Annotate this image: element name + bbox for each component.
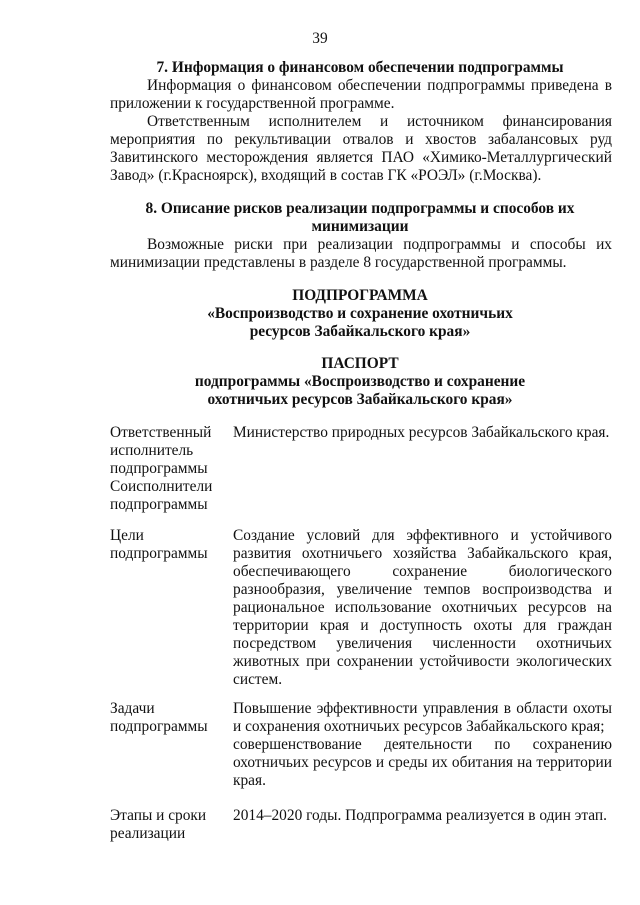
- section-8-heading-line-2: минимизации: [311, 218, 409, 235]
- subprogram-title: ПОДПРОГРАММА: [292, 287, 428, 304]
- section-7-heading: 7. Информация о финансовом обеспечении подпрограммы: [156, 59, 564, 76]
- tasks-paragraph-1: Повышение эффективности управления в области охоты и сохранения охотничьих ресурсов Забайкальского края;: [233, 700, 612, 735]
- label-line: Этапы и сроки: [110, 807, 207, 824]
- section-8-heading: [110, 200, 610, 236]
- label-line: Соисполнители: [110, 478, 213, 495]
- subprogram-name-line-1: «Воспроизводство и сохранение охотничьих: [207, 305, 513, 322]
- label-line: подпрограммы: [110, 460, 208, 477]
- passport-row-stages-label: [110, 807, 220, 843]
- tasks-paragraph-2: совершенствование деятельности по сохранению охотничьих ресурсов и среды их обитания на территории края.: [233, 736, 612, 789]
- passport-subtitle-line-1: подпрограммы «Воспроизводство и сохранение: [194, 373, 526, 390]
- section-7-paragraph-1: Информация о финансовом обеспечении подпрограммы приведена в приложении к государственной программе.: [110, 77, 612, 112]
- passport-row-responsible-value: Министерство природных ресурсов Забайкальского края.: [233, 424, 610, 441]
- passport-subtitle: [110, 373, 610, 409]
- section-8-heading-line-1: 8. Описание рисков реализации подпрограммы и способов их: [145, 200, 575, 217]
- label-line: подпрограммы: [110, 496, 208, 513]
- label-line: Цели: [110, 527, 144, 544]
- page-number: 39: [312, 30, 328, 47]
- passport-row-goals-value: Создание условий для эффективного и устойчивого развития охотничьего хозяйства Забайкальского края, обеспечивающего сохранение биологического разнообразия, увеличение темпов воспроизводства и рациональное использование охотничьих ресурсов на территории края и доступность охоты для граждан посредством увеличения численности охотничьих животных при сохранении устойчивости экологических систем.: [233, 527, 612, 688]
- label-line: исполнитель: [110, 442, 194, 459]
- label-line: Ответственный: [110, 424, 212, 441]
- passport-row-tasks-label: [110, 700, 220, 736]
- passport-subtitle-line-2: охотничьих ресурсов Забайкальского края»: [207, 391, 513, 408]
- passport-title: ПАСПОРТ: [321, 355, 399, 372]
- subprogram-name: [110, 305, 610, 341]
- passport-row-tasks-value: [233, 700, 612, 790]
- passport-row-responsible-label: [110, 424, 220, 514]
- label-line: Задачи: [110, 700, 155, 717]
- label-line: подпрограммы: [110, 545, 208, 562]
- passport-row-stages-value: 2014–2020 годы. Подпрограмма реализуется в один этап.: [233, 807, 607, 824]
- label-line: реализации: [110, 825, 186, 842]
- label-line: подпрограммы: [110, 718, 208, 735]
- passport-row-goals-label: [110, 527, 220, 563]
- subprogram-name-line-2: ресурсов Забайкальского края»: [249, 323, 471, 340]
- section-8-paragraph: Возможные риски при реализации подпрограммы и способы их минимизации представлены в разделе 8 государственной программы.: [110, 236, 612, 271]
- section-7-paragraph-2: Ответственным исполнителем и источником финансирования мероприятия по рекультивации отвалов и хвостов забалансовых руд Завитинского месторождения является ПАО «Химико-Металлургический Завод» (г.Красноярск), входящий в состав ГК «РОЭЛ» (г.Москва).: [110, 113, 612, 184]
